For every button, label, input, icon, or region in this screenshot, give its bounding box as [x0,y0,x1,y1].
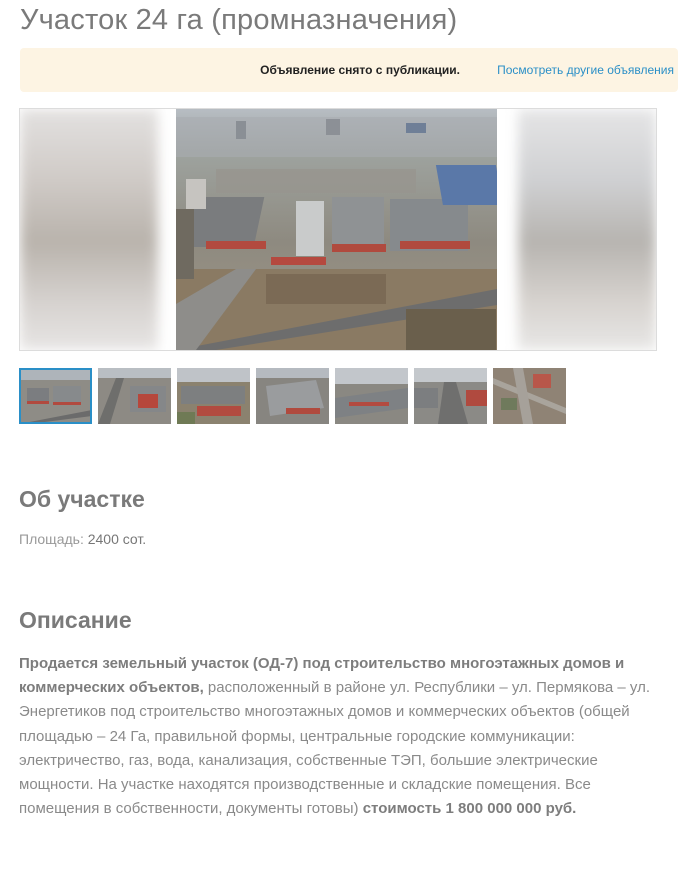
area-label: Площадь: [19,531,84,547]
about-heading: Об участке [19,486,145,512]
other-listings-link[interactable]: Посмотреть другие объявления [497,63,674,77]
aerial-photo-5-thumbnail[interactable] [335,368,408,424]
gallery-blur-left [20,109,158,350]
aerial-photo-6-thumbnail[interactable] [414,368,487,424]
aerial-photo-2-thumbnail[interactable] [98,368,171,424]
description-body: расположенный в районе ул. Республики – ул. Пермякова – ул. Энергетиков под строительство многоэтажных домов и коммерческих объектов (общей площадью – 24 Га, правильной формы, центральные городские коммуникации: электричество, газ, вода, канализация, собственные ТЭП, большие электрические мощности. На участке находятся производственные и складские помещения. Все помещения в собственности, документы готовы) [19,679,650,818]
area-value: 2400 сот. [87,531,147,547]
area-field [19,531,146,547]
aerial-photo-4-thumbnail[interactable] [256,368,329,424]
satellite-map-photo-thumbnail[interactable] [493,368,566,424]
description-price: стоимость 1 800 000 000 руб. [362,800,577,818]
description-lead: Продается земельный участок (ОД-7) под строительство многоэтажных домов и коммерческих объектов, [19,655,625,697]
page-title: Участок 24 га (промназначения) [20,4,458,36]
aerial-photo-1-thumbnail[interactable] [19,368,92,424]
unpublished-notice [20,48,678,92]
notice-message: Объявление снято с публикации. [260,63,460,77]
photo-gallery[interactable] [19,108,657,351]
description-text [19,652,659,821]
description-heading: Описание [19,607,132,633]
aerial-industrial-photo[interactable] [176,109,497,350]
aerial-photo-3-thumbnail[interactable] [177,368,250,424]
gallery-blur-right [518,109,656,350]
